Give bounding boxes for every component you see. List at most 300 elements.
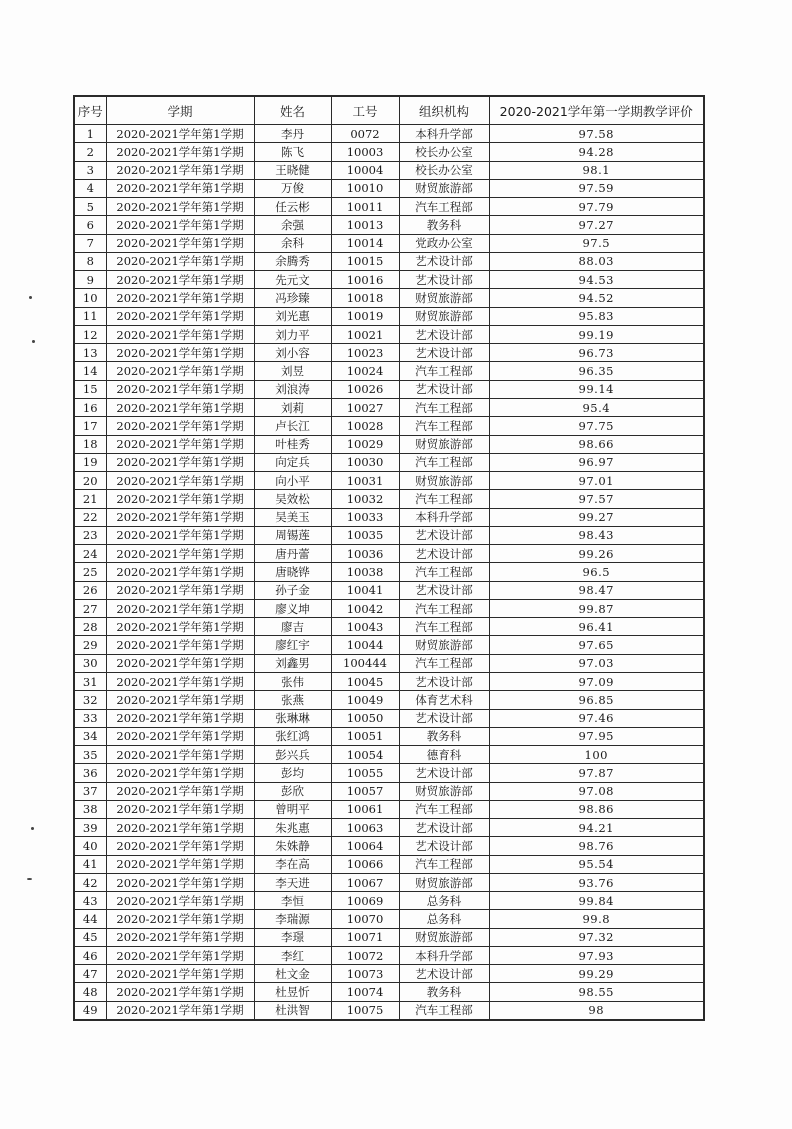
row-name: 吴效松 [254,490,331,508]
row-name: 孙子金 [254,581,331,599]
row-name: 刘小容 [254,344,331,362]
table-row [74,508,704,526]
row-index: 9 [74,271,106,289]
row-evaluation-score: 98.66 [489,435,704,453]
row-evaluation-score: 97.93 [489,946,704,964]
row-organization: 德育科 [399,746,489,764]
row-term: 2020-2021学年第1学期 [106,472,254,490]
row-name: 杜昱忻 [254,983,331,1001]
row-term: 2020-2021学年第1学期 [106,928,254,946]
table-row [74,453,704,471]
row-evaluation-score: 94.52 [489,289,704,307]
row-term: 2020-2021学年第1学期 [106,672,254,690]
row-name: 杜洪智 [254,1001,331,1020]
row-term: 2020-2021学年第1学期 [106,746,254,764]
row-name: 李瑞源 [254,910,331,928]
row-staff-id: 10004 [331,161,399,179]
table-row [74,873,704,891]
row-staff-id: 10027 [331,398,399,416]
row-evaluation-score: 97.01 [489,472,704,490]
row-staff-id: 10030 [331,453,399,471]
table-row [74,198,704,216]
row-staff-id: 10019 [331,307,399,325]
row-organization: 汽车工程部 [399,563,489,581]
row-organization: 本科升学部 [399,946,489,964]
table-row [74,234,704,252]
row-name: 周锡莲 [254,526,331,544]
row-organization: 汽车工程部 [399,599,489,617]
row-evaluation-score: 94.21 [489,819,704,837]
header-name: 姓名 [254,96,331,125]
row-staff-id: 100444 [331,654,399,672]
row-organization: 财贸旅游部 [399,289,489,307]
row-organization: 汽车工程部 [399,1001,489,1020]
row-name: 卢长江 [254,417,331,435]
table-row [74,782,704,800]
row-organization: 汽车工程部 [399,398,489,416]
row-evaluation-score: 99.8 [489,910,704,928]
row-evaluation-score: 98 [489,1001,704,1020]
table-row [74,362,704,380]
row-term: 2020-2021学年第1学期 [106,855,254,873]
table-row [74,344,704,362]
row-index: 43 [74,892,106,910]
row-evaluation-score: 97.09 [489,672,704,690]
row-staff-id: 10011 [331,198,399,216]
row-staff-id: 10070 [331,910,399,928]
row-name: 刘光惠 [254,307,331,325]
row-index: 20 [74,472,106,490]
row-staff-id: 10055 [331,764,399,782]
table-row [74,563,704,581]
row-term: 2020-2021学年第1学期 [106,581,254,599]
row-staff-id: 10018 [331,289,399,307]
row-staff-id: 10023 [331,344,399,362]
row-index: 11 [74,307,106,325]
row-name: 杜文金 [254,965,331,983]
row-staff-id: 10054 [331,746,399,764]
row-name: 吴美玉 [254,508,331,526]
row-index: 17 [74,417,106,435]
header-evaluation: 2020-2021学年第一学期教学评价 [489,96,704,125]
row-index: 15 [74,380,106,398]
row-organization: 汽车工程部 [399,490,489,508]
row-organization: 党政办公室 [399,234,489,252]
row-term: 2020-2021学年第1学期 [106,873,254,891]
row-index: 19 [74,453,106,471]
row-name: 余强 [254,216,331,234]
row-staff-id: 10072 [331,946,399,964]
row-staff-id: 10067 [331,873,399,891]
row-index: 24 [74,545,106,563]
row-name: 任云彬 [254,198,331,216]
row-evaluation-score: 97.59 [489,179,704,197]
row-organization: 艺术设计部 [399,325,489,343]
row-evaluation-score: 100 [489,746,704,764]
row-evaluation-score: 97.27 [489,216,704,234]
row-index: 25 [74,563,106,581]
row-term: 2020-2021学年第1学期 [106,380,254,398]
row-term: 2020-2021学年第1学期 [106,508,254,526]
row-staff-id: 10032 [331,490,399,508]
table-row [74,161,704,179]
row-index: 36 [74,764,106,782]
row-term: 2020-2021学年第1学期 [106,417,254,435]
row-organization: 艺术设计部 [399,819,489,837]
row-term: 2020-2021学年第1学期 [106,234,254,252]
row-staff-id: 10031 [331,472,399,490]
table-row [74,764,704,782]
row-evaluation-score: 96.73 [489,344,704,362]
table-header-row [74,96,704,125]
row-index: 34 [74,727,106,745]
row-organization: 艺术设计部 [399,837,489,855]
row-index: 5 [74,198,106,216]
row-index: 45 [74,928,106,946]
row-name: 刘昱 [254,362,331,380]
row-index: 26 [74,581,106,599]
table-row [74,946,704,964]
row-staff-id: 10038 [331,563,399,581]
row-name: 刘鑫男 [254,654,331,672]
row-index: 18 [74,435,106,453]
row-organization: 财贸旅游部 [399,873,489,891]
row-index: 13 [74,344,106,362]
row-organization: 汽车工程部 [399,453,489,471]
row-evaluation-score: 99.19 [489,325,704,343]
row-evaluation-score: 98.1 [489,161,704,179]
row-organization: 汽车工程部 [399,618,489,636]
row-index: 41 [74,855,106,873]
row-organization: 艺术设计部 [399,709,489,727]
row-term: 2020-2021学年第1学期 [106,398,254,416]
table-row [74,581,704,599]
row-organization: 校长办公室 [399,161,489,179]
row-index: 31 [74,672,106,690]
row-organization: 艺术设计部 [399,672,489,690]
scan-speck [29,296,32,299]
teaching-evaluation-table [73,95,705,1021]
row-term: 2020-2021学年第1学期 [106,216,254,234]
row-index: 12 [74,325,106,343]
row-term: 2020-2021学年第1学期 [106,526,254,544]
row-evaluation-score: 96.35 [489,362,704,380]
row-index: 2 [74,143,106,161]
row-organization: 财贸旅游部 [399,179,489,197]
row-staff-id: 10024 [331,362,399,380]
row-organization: 本科升学部 [399,125,489,143]
row-organization: 汽车工程部 [399,800,489,818]
row-index: 6 [74,216,106,234]
row-organization: 艺术设计部 [399,380,489,398]
header-organization: 组织机构 [399,96,489,125]
row-evaluation-score: 95.4 [489,398,704,416]
row-name: 李在高 [254,855,331,873]
row-index: 21 [74,490,106,508]
row-index: 49 [74,1001,106,1020]
row-organization: 教务科 [399,727,489,745]
header-term: 学期 [106,96,254,125]
row-index: 35 [74,746,106,764]
row-index: 4 [74,179,106,197]
table-row [74,819,704,837]
row-term: 2020-2021学年第1学期 [106,198,254,216]
table-row [74,179,704,197]
row-staff-id: 10050 [331,709,399,727]
row-organization: 总务科 [399,892,489,910]
row-evaluation-score: 99.29 [489,965,704,983]
row-staff-id: 10021 [331,325,399,343]
row-index: 42 [74,873,106,891]
row-term: 2020-2021学年第1学期 [106,344,254,362]
row-evaluation-score: 97.03 [489,654,704,672]
row-evaluation-score: 97.08 [489,782,704,800]
row-term: 2020-2021学年第1学期 [106,800,254,818]
row-term: 2020-2021学年第1学期 [106,161,254,179]
row-name: 刘浪涛 [254,380,331,398]
row-term: 2020-2021学年第1学期 [106,563,254,581]
table-row [74,654,704,672]
row-name: 彭欣 [254,782,331,800]
row-evaluation-score: 97.46 [489,709,704,727]
table-row [74,709,704,727]
scan-speck [27,878,32,880]
table-row [74,545,704,563]
row-staff-id: 10014 [331,234,399,252]
row-evaluation-score: 97.95 [489,727,704,745]
row-evaluation-score: 97.65 [489,636,704,654]
row-staff-id: 10016 [331,271,399,289]
row-staff-id: 10035 [331,526,399,544]
row-organization: 校长办公室 [399,143,489,161]
row-name: 唐晓铧 [254,563,331,581]
row-evaluation-score: 94.28 [489,143,704,161]
row-evaluation-score: 93.76 [489,873,704,891]
table-row [74,618,704,636]
row-staff-id: 10041 [331,581,399,599]
row-index: 29 [74,636,106,654]
row-name: 余科 [254,234,331,252]
row-index: 3 [74,161,106,179]
row-evaluation-score: 94.53 [489,271,704,289]
row-evaluation-score: 88.03 [489,252,704,270]
row-term: 2020-2021学年第1学期 [106,709,254,727]
row-term: 2020-2021学年第1学期 [106,727,254,745]
row-term: 2020-2021学年第1学期 [106,143,254,161]
row-name: 余腾秀 [254,252,331,270]
row-name: 先元文 [254,271,331,289]
table-row [74,216,704,234]
row-name: 陈飞 [254,143,331,161]
row-name: 张燕 [254,691,331,709]
row-staff-id: 10066 [331,855,399,873]
row-organization: 艺术设计部 [399,764,489,782]
table-row [74,928,704,946]
row-evaluation-score: 98.55 [489,983,704,1001]
row-name: 李丹 [254,125,331,143]
row-index: 23 [74,526,106,544]
table-row [74,490,704,508]
table-row [74,910,704,928]
row-index: 47 [74,965,106,983]
row-term: 2020-2021学年第1学期 [106,252,254,270]
table-row [74,983,704,1001]
row-staff-id: 10033 [331,508,399,526]
row-organization: 汽车工程部 [399,198,489,216]
row-evaluation-score: 99.87 [489,599,704,617]
row-staff-id: 10057 [331,782,399,800]
row-index: 40 [74,837,106,855]
table-row [74,965,704,983]
table-row [74,1001,704,1020]
row-evaluation-score: 97.57 [489,490,704,508]
row-name: 廖义坤 [254,599,331,617]
row-staff-id: 10051 [331,727,399,745]
row-term: 2020-2021学年第1学期 [106,490,254,508]
row-index: 28 [74,618,106,636]
table-row [74,526,704,544]
row-term: 2020-2021学年第1学期 [106,179,254,197]
row-staff-id: 10042 [331,599,399,617]
row-term: 2020-2021学年第1学期 [106,691,254,709]
row-index: 37 [74,782,106,800]
row-term: 2020-2021学年第1学期 [106,1001,254,1020]
row-organization: 艺术设计部 [399,965,489,983]
row-evaluation-score: 99.27 [489,508,704,526]
row-term: 2020-2021学年第1学期 [106,983,254,1001]
row-staff-id: 10074 [331,983,399,1001]
row-index: 10 [74,289,106,307]
row-index: 38 [74,800,106,818]
row-staff-id: 10026 [331,380,399,398]
scan-speck [31,827,34,830]
row-term: 2020-2021学年第1学期 [106,362,254,380]
row-name: 朱兆惠 [254,819,331,837]
row-name: 张伟 [254,672,331,690]
row-index: 39 [74,819,106,837]
table-row [74,472,704,490]
header-index: 序号 [74,96,106,125]
row-evaluation-score: 97.87 [489,764,704,782]
table-body [74,125,704,1021]
row-evaluation-score: 96.5 [489,563,704,581]
row-staff-id: 10010 [331,179,399,197]
row-organization: 教务科 [399,983,489,1001]
row-staff-id: 10061 [331,800,399,818]
row-name: 向小平 [254,472,331,490]
row-evaluation-score: 98.43 [489,526,704,544]
row-term: 2020-2021学年第1学期 [106,289,254,307]
row-term: 2020-2021学年第1学期 [106,545,254,563]
row-index: 7 [74,234,106,252]
row-organization: 体育艺术科 [399,691,489,709]
row-organization: 财贸旅游部 [399,782,489,800]
row-staff-id: 10013 [331,216,399,234]
row-staff-id: 10028 [331,417,399,435]
row-staff-id: 10043 [331,618,399,636]
row-index: 8 [74,252,106,270]
row-index: 14 [74,362,106,380]
row-staff-id: 10063 [331,819,399,837]
row-organization: 艺术设计部 [399,271,489,289]
row-name: 彭均 [254,764,331,782]
row-organization: 汽车工程部 [399,654,489,672]
header-staff-id: 工号 [331,96,399,125]
row-index: 30 [74,654,106,672]
row-name: 冯珍臻 [254,289,331,307]
row-organization: 总务科 [399,910,489,928]
table-row [74,289,704,307]
row-organization: 艺术设计部 [399,526,489,544]
row-staff-id: 10029 [331,435,399,453]
row-evaluation-score: 98.86 [489,800,704,818]
row-name: 张红鸿 [254,727,331,745]
row-organization: 教务科 [399,216,489,234]
row-name: 刘莉 [254,398,331,416]
row-evaluation-score: 97.5 [489,234,704,252]
row-organization: 汽车工程部 [399,417,489,435]
row-name: 王晓健 [254,161,331,179]
row-index: 48 [74,983,106,1001]
row-name: 彭兴兵 [254,746,331,764]
row-staff-id: 10044 [331,636,399,654]
table-row [74,380,704,398]
row-name: 朱姝静 [254,837,331,855]
table-row [74,252,704,270]
row-index: 46 [74,946,106,964]
row-staff-id: 10003 [331,143,399,161]
row-staff-id: 10071 [331,928,399,946]
row-term: 2020-2021学年第1学期 [106,910,254,928]
row-name: 向定兵 [254,453,331,471]
row-organization: 艺术设计部 [399,581,489,599]
table-row [74,800,704,818]
row-evaluation-score: 96.41 [489,618,704,636]
row-term: 2020-2021学年第1学期 [106,307,254,325]
row-staff-id: 10073 [331,965,399,983]
row-evaluation-score: 98.76 [489,837,704,855]
row-index: 32 [74,691,106,709]
table-row [74,837,704,855]
row-staff-id: 0072 [331,125,399,143]
row-evaluation-score: 99.84 [489,892,704,910]
row-name: 廖吉 [254,618,331,636]
table-row [74,599,704,617]
row-organization: 艺术设计部 [399,252,489,270]
table-row [74,691,704,709]
row-term: 2020-2021学年第1学期 [106,837,254,855]
row-name: 李恒 [254,892,331,910]
row-index: 22 [74,508,106,526]
row-name: 李天进 [254,873,331,891]
row-term: 2020-2021学年第1学期 [106,946,254,964]
row-organization: 本科升学部 [399,508,489,526]
row-term: 2020-2021学年第1学期 [106,325,254,343]
row-evaluation-score: 99.26 [489,545,704,563]
row-organization: 艺术设计部 [399,344,489,362]
row-staff-id: 10064 [331,837,399,855]
table-row [74,636,704,654]
row-name: 张琳琳 [254,709,331,727]
row-staff-id: 10015 [331,252,399,270]
table-row [74,271,704,289]
scan-speck [32,340,35,343]
row-index: 16 [74,398,106,416]
table-row [74,325,704,343]
row-staff-id: 10036 [331,545,399,563]
table-row [74,435,704,453]
row-index: 33 [74,709,106,727]
